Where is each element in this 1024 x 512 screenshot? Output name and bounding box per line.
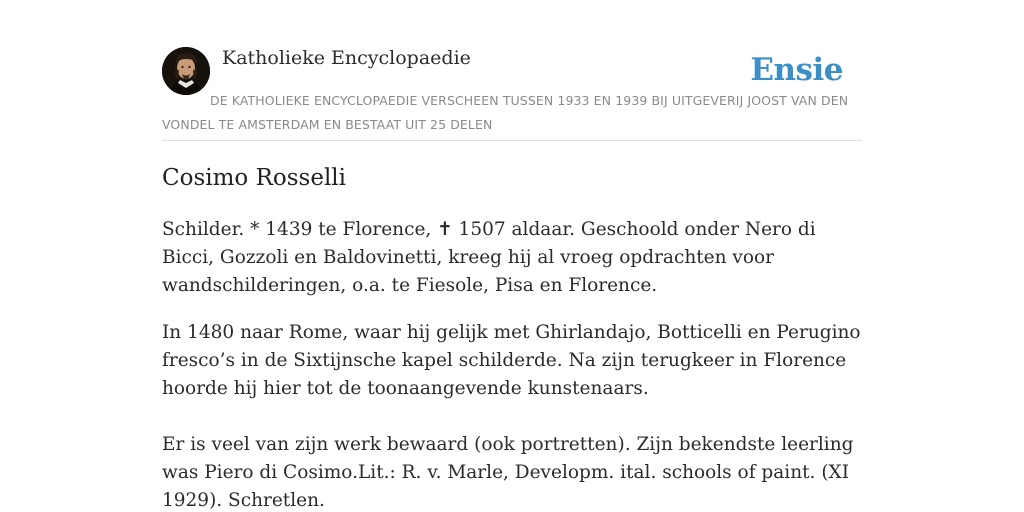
site-title[interactable]: Katholieke Encyclopaedie <box>222 47 471 69</box>
avatar[interactable] <box>162 47 210 95</box>
site-description: DE KATHOLIEKE ENCYCLOPAEDIE VERSCHEEN TUSSEN 1933 EN 1939 BIJ UITGEVERIJ JOOST VAN DEN VONDEL TE AMSTERDAM EN BESTAAT UIT 25 DELEN <box>162 93 849 132</box>
ensie-logo[interactable]: Ensie <box>750 52 843 88</box>
article-paragraph: Schilder. * 1439 te Florence, ✝ 1507 aldaar. Geschoold onder Nero di Bicci, Gozzoli en Baldovinetti, kreeg hij al vroeg opdrachten voor wandschilderingen, o.a. te Fiesole, Pisa en Florence. <box>162 219 816 296</box>
portrait-image <box>162 47 210 95</box>
article-title: Cosimo Rosselli <box>162 165 347 191</box>
site-header <box>162 46 862 141</box>
article-paragraph: Er is veel van zijn werk bewaard (ook portretten). Zijn bekendste leerling was Piero di Cosimo.Lit.: R. v. Marle, Developm. ital. schools of paint. (XI 1929). Schretlen. <box>162 434 854 511</box>
article-paragraph: In 1480 naar Rome, waar hij gelijk met Ghirlandajo, Botticelli en Perugino fresco’s in de Sixtijnsche kapel schilderde. Na zijn terugkeer in Florence hoorde hij hier tot de toonaangevende kunstenaars. <box>162 322 861 399</box>
